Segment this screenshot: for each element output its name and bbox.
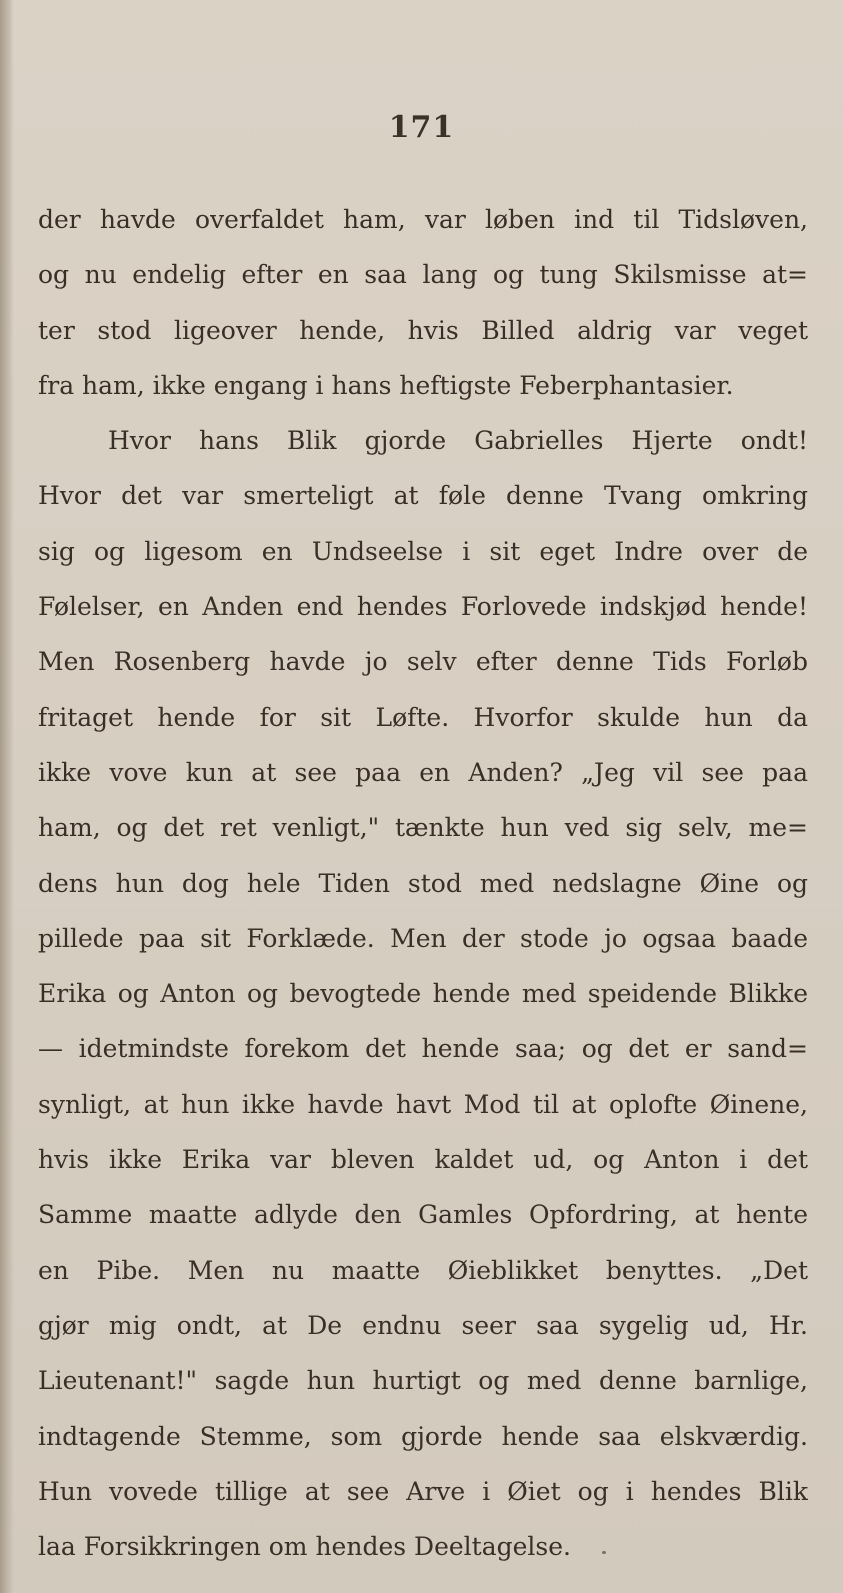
text-line: fritaget hende for sit Løfte. Hvorfor skulde hun da (38, 702, 808, 732)
text-line: ter stod ligeover hende, hvis Billed aldrig var veget (38, 315, 808, 345)
text-line: Hun vovede tillige at see Arve i Øiet og i hendes Blik (38, 1476, 808, 1506)
text-line: dens hun dog hele Tiden stod med nedslagne Øine og (38, 868, 808, 898)
paper-speck (602, 1551, 606, 1554)
text-line: hvis ikke Erika var bleven kaldet ud, og Anton i det (38, 1145, 808, 1175)
text-line: pillede paa sit Forklæde. Men der stode jo ogsaa baade (38, 923, 808, 953)
text-line: sig og ligesom en Undseelse i sit eget Indre over de (38, 536, 808, 566)
text-line: fra ham, ikke engang i hans heftigste Feberphantasier. (38, 370, 734, 400)
text-line: og nu endelig efter en saa lang og tung Skilsmisse at= (38, 260, 808, 290)
text-line: en Pibe. Men nu maatte Øieblikket benyttes. „Det (38, 1255, 808, 1285)
text-line: Men Rosenberg havde jo selv efter denne Tids Forløb (38, 647, 808, 677)
text-line: ikke vove kun at see paa en Anden? „Jeg vil see paa (38, 757, 808, 787)
text-line: Følelser, en Anden end hendes Forlovede indskjød hende! (38, 592, 808, 622)
text-line: gjør mig ondt, at De endnu seer saa sygelig ud, Hr. (38, 1310, 808, 1340)
text-line: ham, og det ret venligt," tænkte hun ved sig selv, me= (38, 813, 808, 843)
page-spine-shadow (0, 0, 14, 1593)
body-text (38, 192, 808, 1574)
text-line: synligt, at hun ikke havde havt Mod til at oplofte Øinene, (38, 1089, 808, 1119)
text-line: Lieutenant!" sagde hun hurtigt og med denne barnlige, (38, 1366, 808, 1396)
text-line: der havde overfaldet ham, var løben ind til Tidsløven, (38, 205, 808, 234)
text-line: Erika og Anton og bevogtede hende med speidende Blikke (38, 979, 808, 1009)
text-line: Hvor hans Blik gjorde Gabrielles Hjerte ondt! (108, 426, 808, 456)
text-line: laa Forsikkringen om hendes Deeltagelse. (38, 1532, 571, 1562)
page-number: 171 (388, 110, 455, 145)
text-line: Hvor det var smerteligt at føle denne Tvang omkring (38, 481, 808, 511)
text-line: indtagende Stemme, som gjorde hende saa elskværdig. (38, 1421, 808, 1451)
text-line: Samme maatte adlyde den Gamles Opfordring, at hente (38, 1200, 808, 1230)
text-line: — idetmindste forekom det hende saa; og det er sand= (38, 1034, 808, 1064)
